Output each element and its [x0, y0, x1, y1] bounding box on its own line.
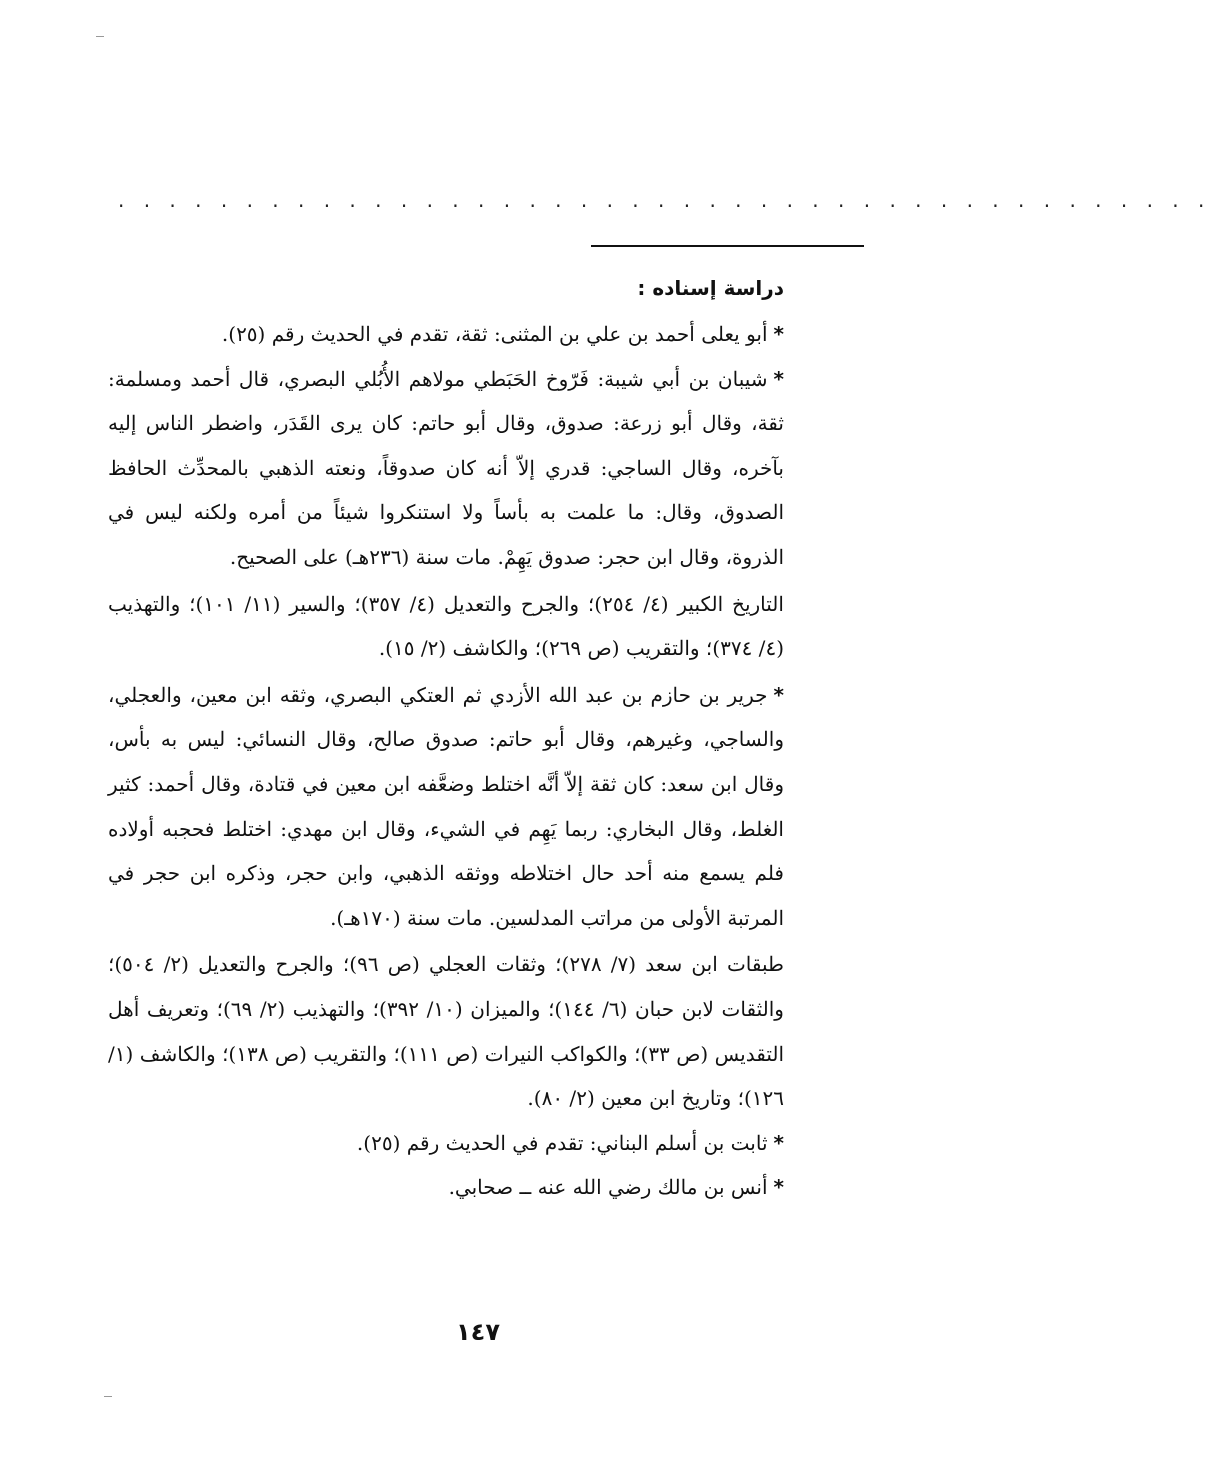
entry-text: ثابت بن أسلم البناني: تقدم في الحديث رقم (٢٥). [356, 1130, 768, 1155]
narrator-entry [108, 312, 784, 357]
bullet-marker: * [773, 1130, 784, 1155]
references-text: طبقات ابن سعد (٧/ ٢٧٨)؛ وثقات العجلي (ص ٩٦)؛ والجرح والتعديل (٢/ ٥٠٤)؛ والثقات لابن حبان (٦/ ١٤٤)؛ والميزان (١٠/ ٣٩٢)؛ والتهذيب (٢/ ٦٩)؛ وتعريف أهل التقديس (ص ٣٣)؛ والكواكب النيرات (ص ١١١)؛ والتقريب (ص ١٣٨)؛ والكاشف (١/ ١٢٦)؛ وتاريخ ابن معين (٢/ ٨٠). [108, 952, 785, 1111]
page-body [108, 268, 784, 1210]
entry-text: أنس بن مالك رضي الله عنه ــ صحابي. [448, 1175, 768, 1200]
bullet-marker: * [773, 322, 784, 346]
entry-text: جرير بن حازم بن عبد الله الأزدي ثم العتكي البصري، وثقه ابن معين، والعجلي، والساجي، وغيرهم، وقال أبو حاتم: صدوق صالح، وقال النسائي: ليس به بأس، وقال ابن سعد: كان ثقة إلاّ أنَّه اختلط وضعَّفه ابن معين في قتادة، وقال أحمد: كثير الغلط، وقال البخاري: ربما يَهِم في الشيء، وقال ابن مهدي: اختلط فحجبه أولاده فلم يسمع منه أحد حال اختلاطه ووثقه الذهبي، وابن حجر، وذكره ابن حجر في المرتبة الأولى من مراتب المدلسين. مات سنة (١٧٠هـ). [108, 682, 784, 930]
bullet-marker: * [773, 366, 784, 391]
scan-mark [96, 36, 104, 37]
bullet-marker: * [773, 1175, 784, 1200]
page-number: ١٤٧ [456, 1318, 500, 1346]
scan-mark [104, 1396, 112, 1397]
dotted-separator: . . . . . . . . . . . . . . . . . . . . . . . . . . . . . . . . . . . . . . . . . . . [118, 188, 1211, 212]
narrator-entry [108, 673, 784, 941]
narrator-entry [108, 357, 784, 580]
narrator-entry [108, 1165, 784, 1210]
references-paragraph [108, 582, 784, 671]
section-heading: دراسة إسناده : [637, 276, 784, 300]
bullet-marker: * [773, 682, 784, 707]
references-paragraph [108, 942, 784, 1120]
references-text: التاريخ الكبير (٤/ ٢٥٤)؛ والجرح والتعديل (٤/ ٣٥٧)؛ والسير (١١/ ١٠١)؛ والتهذيب (٤/ ٣٧٤)؛ والتقريب (ص ٢٦٩)؛ والكاشف (٢/ ١٥). [108, 591, 784, 661]
entry-text: أبو يعلى أحمد بن علي بن المثنى: ثقة، تقدم في الحديث رقم (٢٥). [221, 322, 768, 346]
narrator-entry [108, 1121, 784, 1166]
footnote-rule [591, 245, 864, 247]
entry-text: شيبان بن أبي شيبة: فَرّوخ الحَبَطي مولاهم الأُبُلي البصري، قال أحمد ومسلمة: ثقة، وقال أبو زرعة: صدوق، وقال أبو حاتم: كان يرى القَدَر، واضطر الناس إليه بآخره، وقال الساجي: قدري إلاّ أنه كان صدوقاً، ونعته الذهبي بالمحدِّث الحافظ الصدوق، وقال: ما علمت به بأساً ولا استنكروا شيئاً من أمره ولكنه ليس في الذروة، وقال ابن حجر: صدوق يَهِمْ. مات سنة (٢٣٦هـ) على الصحيح. [108, 366, 784, 569]
